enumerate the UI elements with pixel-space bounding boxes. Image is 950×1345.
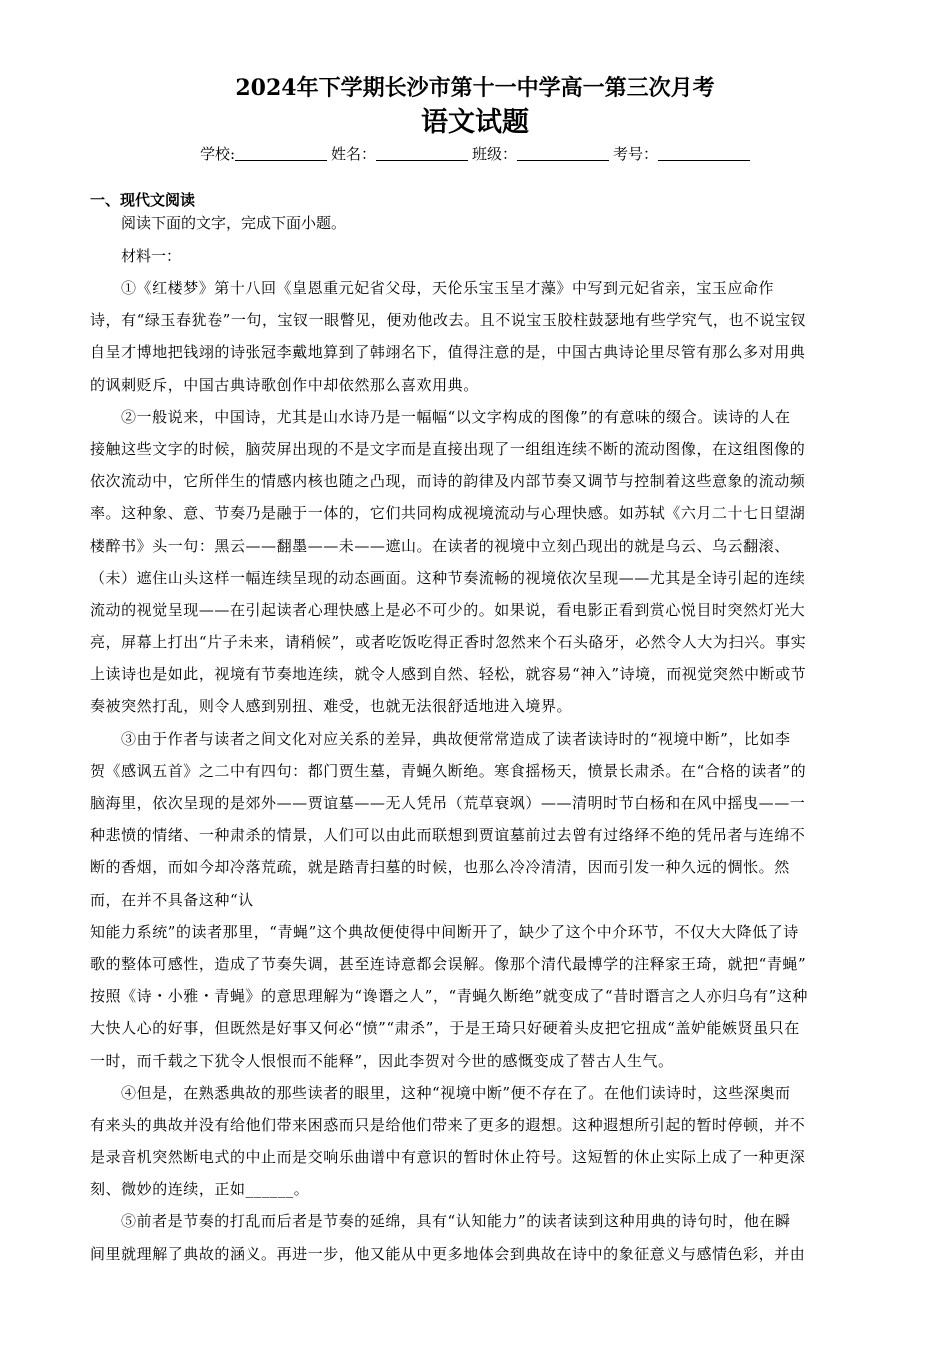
paragraph-line: ③由于作者与读者之间文化对应关系的差异，典故便常常造成了读者读诗时的“视境中断”，比如李: [121, 729, 791, 748]
paragraph-line: 奏被突然打乱，则令人感到别扭、难受，也就无法很舒适地进入境界。: [90, 697, 573, 716]
paragraph-line: 亮，屏幕上打出“片子未来，请稍候”，或者吃饭吃得正香时忽然来个石头硌牙，必然令人大为扫兴。事实: [90, 633, 807, 652]
reading-passage: [90, 272, 860, 1270]
name-blank[interactable]: [376, 144, 468, 161]
paragraph-line: 流动的视觉呈现——在引起读者心理快感上是必不可少的。如果说，看电影正看到赏心悦目时突然灯光大: [90, 600, 806, 619]
paragraph-line: 知能力系统”的读者那里，“青蝇”这个典故便使得中间断开了，缺少了这个中介环节，不仅大大降低了诗: [90, 922, 799, 941]
class-blank[interactable]: [517, 144, 609, 161]
paragraph-line: 楼醉书》头一句：黑云——翻墨——未——遮山。在读者的视境中立刻凸现出的就是乌云、乌云翻滚、: [90, 536, 790, 555]
paragraph-line: 接触这些文字的时候，脑荧屏出现的不是文字而是直接出现了一组组连续不断的流动图像，在这组图像的: [90, 439, 806, 458]
material-label: 材料一：: [121, 247, 182, 265]
exam-subject-title: 语文试题: [421, 107, 529, 138]
paragraph-1: [90, 272, 860, 401]
paragraph-line: 自呈才博地把钱翊的诗张冠李戴地算到了韩翊名下，值得注意的是，中国古典诗论里尽管有那么多对用典: [90, 343, 806, 362]
paragraph-line: 大快人心的好事，但既然是好事又何必“愤”“肃杀”，于是王琦只好硬着头皮把它扭成“盖妒能嫉贤虽只在: [90, 1019, 800, 1038]
paragraph-line: 有来头的典故并没有给他们带来困惑而只是给他们带来了更多的遐想。这种遐想所引起的暂时停顿，并不: [90, 1115, 806, 1134]
paragraph-line: ②一般说来，中国诗，尤其是山水诗乃是一幅幅“以文字构成的图像”的有意味的缀合。读诗的人在: [121, 407, 791, 426]
number-blank[interactable]: [658, 144, 750, 161]
paragraph-line: 种悲愤的情绪、一种肃杀的情景，人们可以由此而联想到贾谊墓前过去曾有过络绎不绝的凭吊者与连绵不: [90, 826, 806, 845]
school-blank[interactable]: [235, 144, 327, 161]
paragraph-3: [90, 723, 860, 1077]
paragraph-line: 按照《诗・小雅・青蝇》的意思理解为“谗谮之人”，“青蝇久断绝”就变成了“昔时谮言之人亦归乌有”这种: [90, 987, 808, 1006]
exam-title: 2024年下学期长沙市第十一中学高一第三次月考: [235, 75, 715, 101]
student-info-line: [0, 143, 950, 165]
paragraph-line: 一时，而千载之下犹令人恨恨而不能释”，因此李贺对今世的感慨变成了替古人生气。: [90, 1051, 674, 1070]
paragraph-line: 率。这种象、意、节奏乃是融于一体的，它们共同构成视境流动与心理快感。如苏轼《六月二十七日望湖: [90, 504, 806, 523]
paragraph-line: 诗，有“绿玉春犹卷”一句，宝钗一眼瞥见，便劝他改去。且不说宝玉胶柱鼓瑟地有些学究气，也不说宝钗: [90, 311, 807, 330]
paragraph-line: 上读诗也是如此，视境有节奏地连续，就令人感到自然、轻松，就容易“神入”诗境，而视觉突然中断或节: [90, 665, 807, 684]
paragraph-line: 贺《感讽五首》之二中有四句：都门贾生墓，青蝇久断绝。寒食摇杨天，愤景长肃杀。在“合格的读者”的: [90, 761, 807, 780]
paragraph-line: （未）遮住山头这样一幅连续呈现的动态画面。这种节奏流畅的视境依次呈现——尤其是全诗引起的连续: [90, 568, 806, 587]
paragraph-line: ⑤前者是节奏的打乱而后者是节奏的延绵，具有“认知能力”的读者读到这种用典的诗句时，他在瞬: [121, 1212, 791, 1231]
paragraph-line: 的讽刺贬斥，中国古典诗歌创作中却依然那么喜欢用典。: [90, 375, 479, 394]
paragraph-line: ④但是，在熟悉典故的那些读者的眼里，这种“视境中断”便不存在了。在他们读诗时，这些深奥而: [121, 1083, 791, 1102]
paragraph-line: 依次流动中，它所伴生的情感内核也随之凸现，而诗的韵律及内部节奏又调节与控制着这些意象的流动频: [90, 472, 806, 491]
paragraph-line: ①《红楼梦》第十八回《皇恩重元妃省父母，天伦乐宝玉呈才藻》中写到元妃省亲，宝玉应命作: [121, 279, 775, 297]
paragraph-line: 歌的整体可感性，造成了节奏失调，甚至连诗意都会误解。像那个清代最博学的注释家王琦，就把“青蝇”: [90, 954, 807, 973]
paragraph-2: [90, 401, 860, 723]
paragraph-line: 断的香烟，而如今却冷落荒疏，就是踏青扫墓的时候，也那么冷冷清清，因而引发一种久远的惆怅。然: [90, 858, 790, 877]
class-label: 班级：: [472, 145, 518, 163]
paragraph-4: [90, 1077, 860, 1206]
paragraph-line: 是录音机突然断电式的中止而是交响乐曲谱中有意识的暂时休止符号。这短暂的休止实际上成了一种更深: [90, 1148, 806, 1167]
section-instruction: 阅读下面的文字，完成下面小题。: [121, 214, 347, 232]
school-label: 学校:: [199, 145, 235, 163]
paragraph-line: 而，在并不具备这种“认: [90, 890, 254, 909]
paragraph-line: 脑海里，依次呈现的是郊外——贾谊墓——无人凭吊（荒草衰飒）——清明时节白杨和在风中摇曳——一: [90, 794, 806, 812]
section-heading: 一、现代文阅读: [90, 191, 196, 209]
name-label: 姓名：: [331, 145, 377, 163]
paragraph-5: [90, 1205, 860, 1269]
paragraph-line: 间里就理解了典故的涵义。再进一步，他又能从中更多地体会到典故在诗中的象征意义与感情色彩，并由: [90, 1244, 806, 1263]
number-label: 考号：: [613, 145, 659, 163]
paragraph-line: 刻、微妙的连续，正如______。: [90, 1180, 310, 1199]
